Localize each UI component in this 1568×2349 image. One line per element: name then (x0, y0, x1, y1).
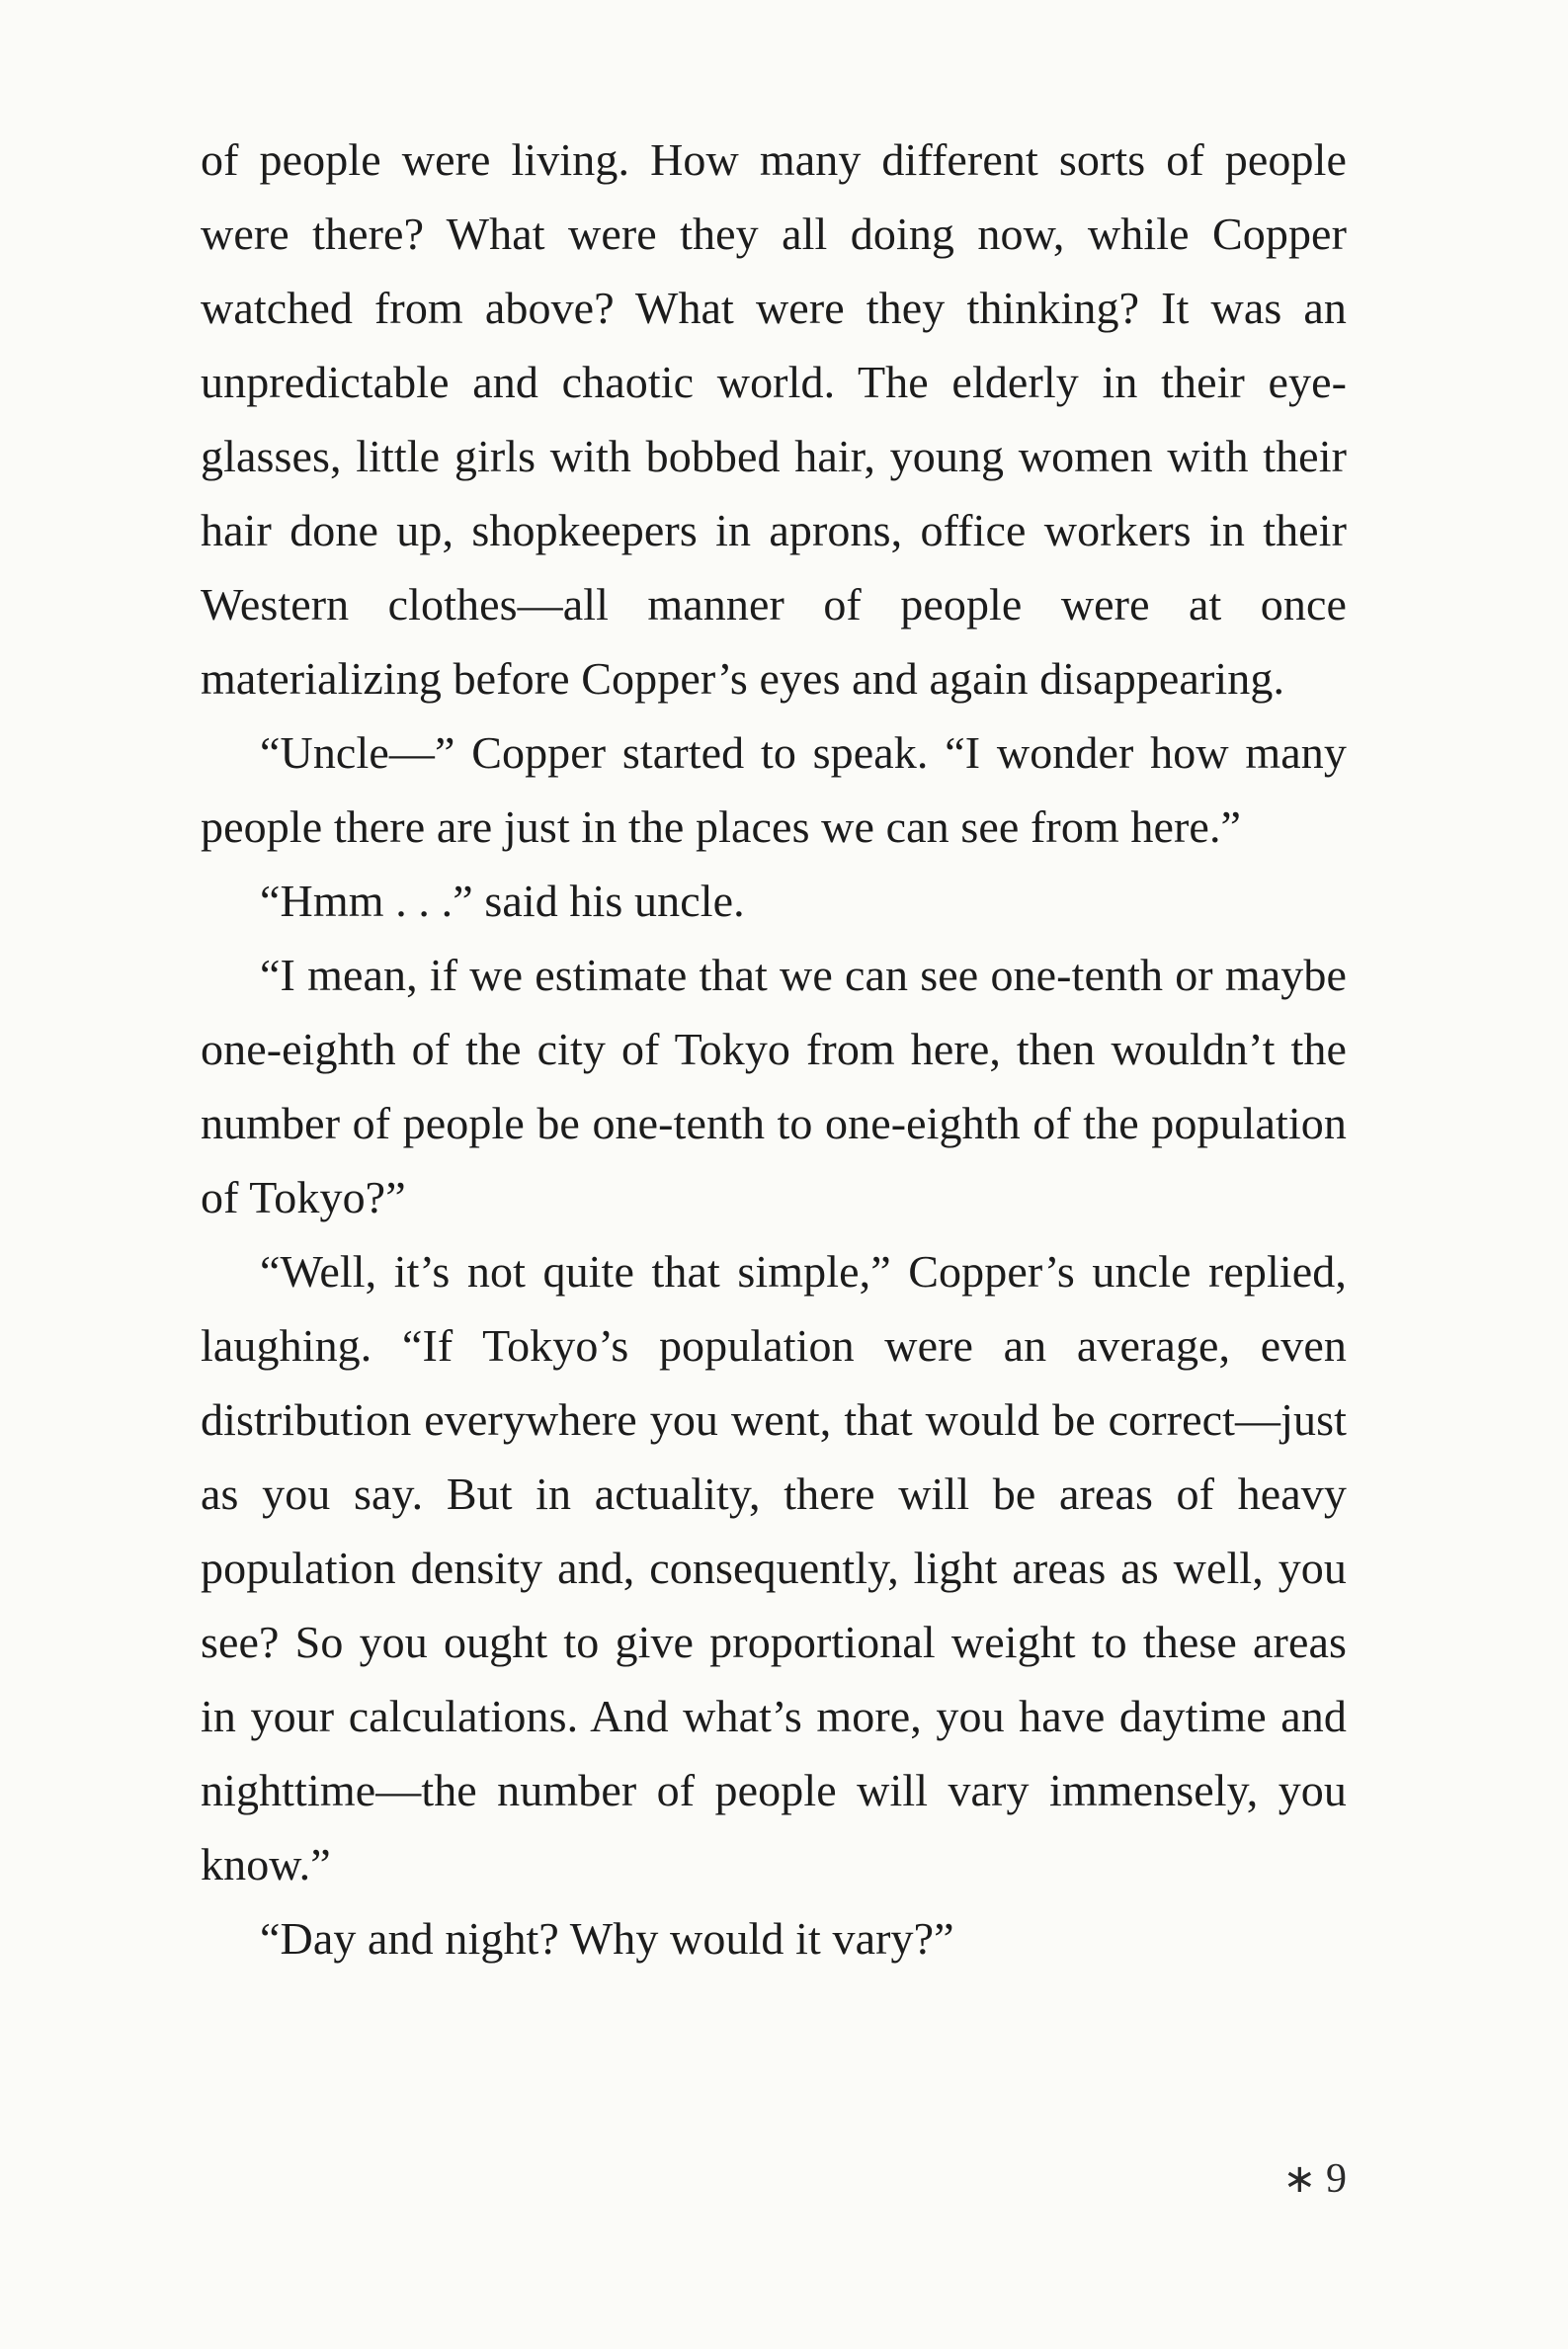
paragraph-dialogue-uncle-reply: “Well, it’s not quite that simple,” Copper’s uncle replied, laughing. “If Tokyo’s population were an average, even distribution everywhere you went, that would be correct—just as you say. But in actuality, there will be areas of heavy population density and, consequently, light areas as well, you see? So you ought to give proportional weight to these areas in your calculations. And what’s more, you have daytime and nighttime—the number of people will vary immensely, you know.” (201, 1246, 1347, 1889)
page-number: 9 (1326, 2156, 1353, 2202)
paragraph-dialogue-copper: “Uncle—” Copper started to speak. “I wonder how many people there are just in the places we can see from here.” (201, 727, 1347, 852)
paragraph-dialogue-copper-question: “Day and night? Why would it vary?” (260, 1913, 954, 1964)
asterisk-icon: ∗ (1282, 2156, 1322, 2202)
body-text (201, 123, 1347, 1975)
paragraph-dialogue-copper-estimate: “I mean, if we estimate that we can see one-tenth or maybe one-eighth of the city of Tokyo from here, then wouldn’t the number of people be one-tenth to one-eighth of the population of Tokyo?” (201, 950, 1347, 1222)
paragraph-dialogue-uncle: “Hmm . . .” said his uncle. (260, 876, 745, 926)
paragraph-continuation: of people were living. How many different sorts of people were there? What were they all doing now, while Copper watched from above? What were they thinking? It was an unpredictable and chaotic world. The elderly in their eyeglasses, little girls with bobbed hair, young women with their hair done up, shopkeepers in aprons, office workers in their Western clothes—all manner of people were at once materializing before Copper’s eyes and again disappearing. (201, 134, 1347, 704)
page-folio (1282, 2154, 1353, 2204)
